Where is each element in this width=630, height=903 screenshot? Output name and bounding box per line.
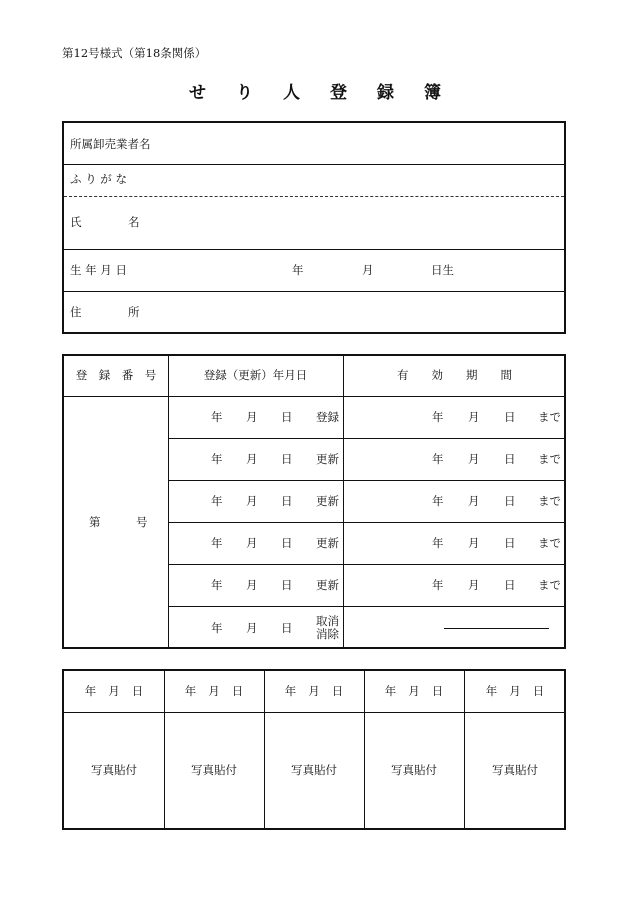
header-registration-number: 登 録 番 号 [75, 368, 157, 383]
valid-day: 日 [504, 410, 516, 424]
valid-until: まで [538, 536, 561, 550]
valid-until: まで [538, 578, 561, 592]
photo-date-header [464, 671, 566, 712]
row-divider [168, 522, 564, 523]
birth-date-label: 生 年 月 日 [70, 263, 127, 277]
photo-date-month: 月 [108, 683, 120, 698]
valid-day: 日 [504, 452, 516, 466]
photo-date-header [364, 671, 464, 712]
header-registration-date: 登録（更新）年月日 [203, 368, 308, 383]
date-day: 日 [281, 578, 293, 592]
dashed-divider [64, 196, 564, 197]
furigana-label: ふ り が な [70, 172, 127, 186]
row-action: 更新 [316, 494, 339, 508]
row-divider [168, 606, 564, 607]
valid-year: 年 [432, 452, 444, 466]
cancel-label-1: 取消 [316, 614, 339, 628]
valid-month: 月 [468, 578, 480, 592]
name-label-first: 氏 [70, 215, 82, 229]
valid-day: 日 [504, 578, 516, 592]
photo-date-day: 日 [131, 683, 144, 698]
registration-box [62, 354, 566, 649]
photo-date-year: 年 [84, 683, 97, 698]
birth-month-label: 月 [362, 263, 374, 277]
date-year: 年 [211, 452, 223, 466]
valid-month: 月 [468, 536, 480, 550]
date-month: 月 [246, 452, 258, 466]
valid-day: 日 [504, 536, 516, 550]
valid-year: 年 [432, 494, 444, 508]
valid-day: 日 [504, 494, 516, 508]
header-validity-period: 有 効 期 間 [397, 368, 512, 383]
photo-slot: 写真貼付 [91, 763, 137, 778]
page-title: せり人登録簿 [189, 83, 471, 103]
date-month: 月 [246, 578, 258, 592]
photo-date-day: 日 [331, 683, 344, 698]
divider [64, 291, 564, 292]
photo-date-header [164, 671, 264, 712]
row-divider [168, 564, 564, 565]
photo-slot: 写真貼付 [291, 763, 337, 778]
photo-date-month: 月 [509, 683, 521, 698]
date-year: 年 [211, 621, 223, 635]
photo-date-header [264, 671, 364, 712]
photo-date-month: 月 [308, 683, 320, 698]
row-action: 登録 [316, 410, 339, 424]
address-label-first: 住 [70, 305, 82, 319]
birth-year-label: 年 [292, 263, 304, 277]
header-divider [64, 396, 564, 397]
form-number: 第12号様式（第18条関係） [62, 46, 207, 60]
photo-date-year: 年 [184, 683, 197, 698]
number-suffix: 号 [136, 515, 148, 529]
date-year: 年 [211, 536, 223, 550]
photo-date-year: 年 [384, 683, 397, 698]
photo-slot: 写真貼付 [492, 763, 538, 778]
valid-month: 月 [468, 410, 480, 424]
validity-dash-line [444, 628, 549, 629]
valid-year: 年 [432, 410, 444, 424]
valid-until: まで [538, 452, 561, 466]
wholesaler-label: 所属卸売業者名 [70, 137, 151, 151]
photo-date-month: 月 [208, 683, 220, 698]
valid-until: まで [538, 410, 561, 424]
date-month: 月 [246, 410, 258, 424]
date-month: 月 [246, 494, 258, 508]
name-label-second: 名 [128, 215, 140, 229]
date-day: 日 [281, 494, 293, 508]
date-year: 年 [211, 410, 223, 424]
photo-slot: 写真貼付 [391, 763, 437, 778]
photo-date-year: 年 [485, 683, 498, 698]
photo-date-day: 日 [431, 683, 444, 698]
divider [64, 249, 564, 250]
date-day: 日 [281, 621, 293, 635]
divider [64, 164, 564, 165]
photo-box [62, 669, 566, 830]
column-divider [168, 356, 169, 647]
column-divider [343, 356, 344, 647]
photo-date-day: 日 [532, 683, 545, 698]
number-prefix: 第 [89, 515, 101, 529]
row-divider [168, 438, 564, 439]
cancel-label-2: 消除 [316, 627, 339, 641]
photo-date-month: 月 [408, 683, 420, 698]
valid-month: 月 [468, 494, 480, 508]
date-day: 日 [281, 410, 293, 424]
photo-date-year: 年 [284, 683, 297, 698]
date-day: 日 [281, 536, 293, 550]
row-action: 更新 [316, 452, 339, 466]
photo-date-day: 日 [231, 683, 244, 698]
date-year: 年 [211, 494, 223, 508]
address-label-second: 所 [128, 305, 140, 319]
valid-until: まで [538, 494, 561, 508]
photo-slot: 写真貼付 [191, 763, 237, 778]
valid-year: 年 [432, 536, 444, 550]
row-action: 更新 [316, 578, 339, 592]
date-year: 年 [211, 578, 223, 592]
photo-date-header [64, 671, 164, 712]
valid-month: 月 [468, 452, 480, 466]
date-month: 月 [246, 536, 258, 550]
personal-info-box [62, 121, 566, 334]
valid-year: 年 [432, 578, 444, 592]
row-action: 更新 [316, 536, 339, 550]
date-day: 日 [281, 452, 293, 466]
date-month: 月 [246, 621, 258, 635]
birth-day-label: 日生 [431, 263, 454, 277]
row-divider [168, 480, 564, 481]
